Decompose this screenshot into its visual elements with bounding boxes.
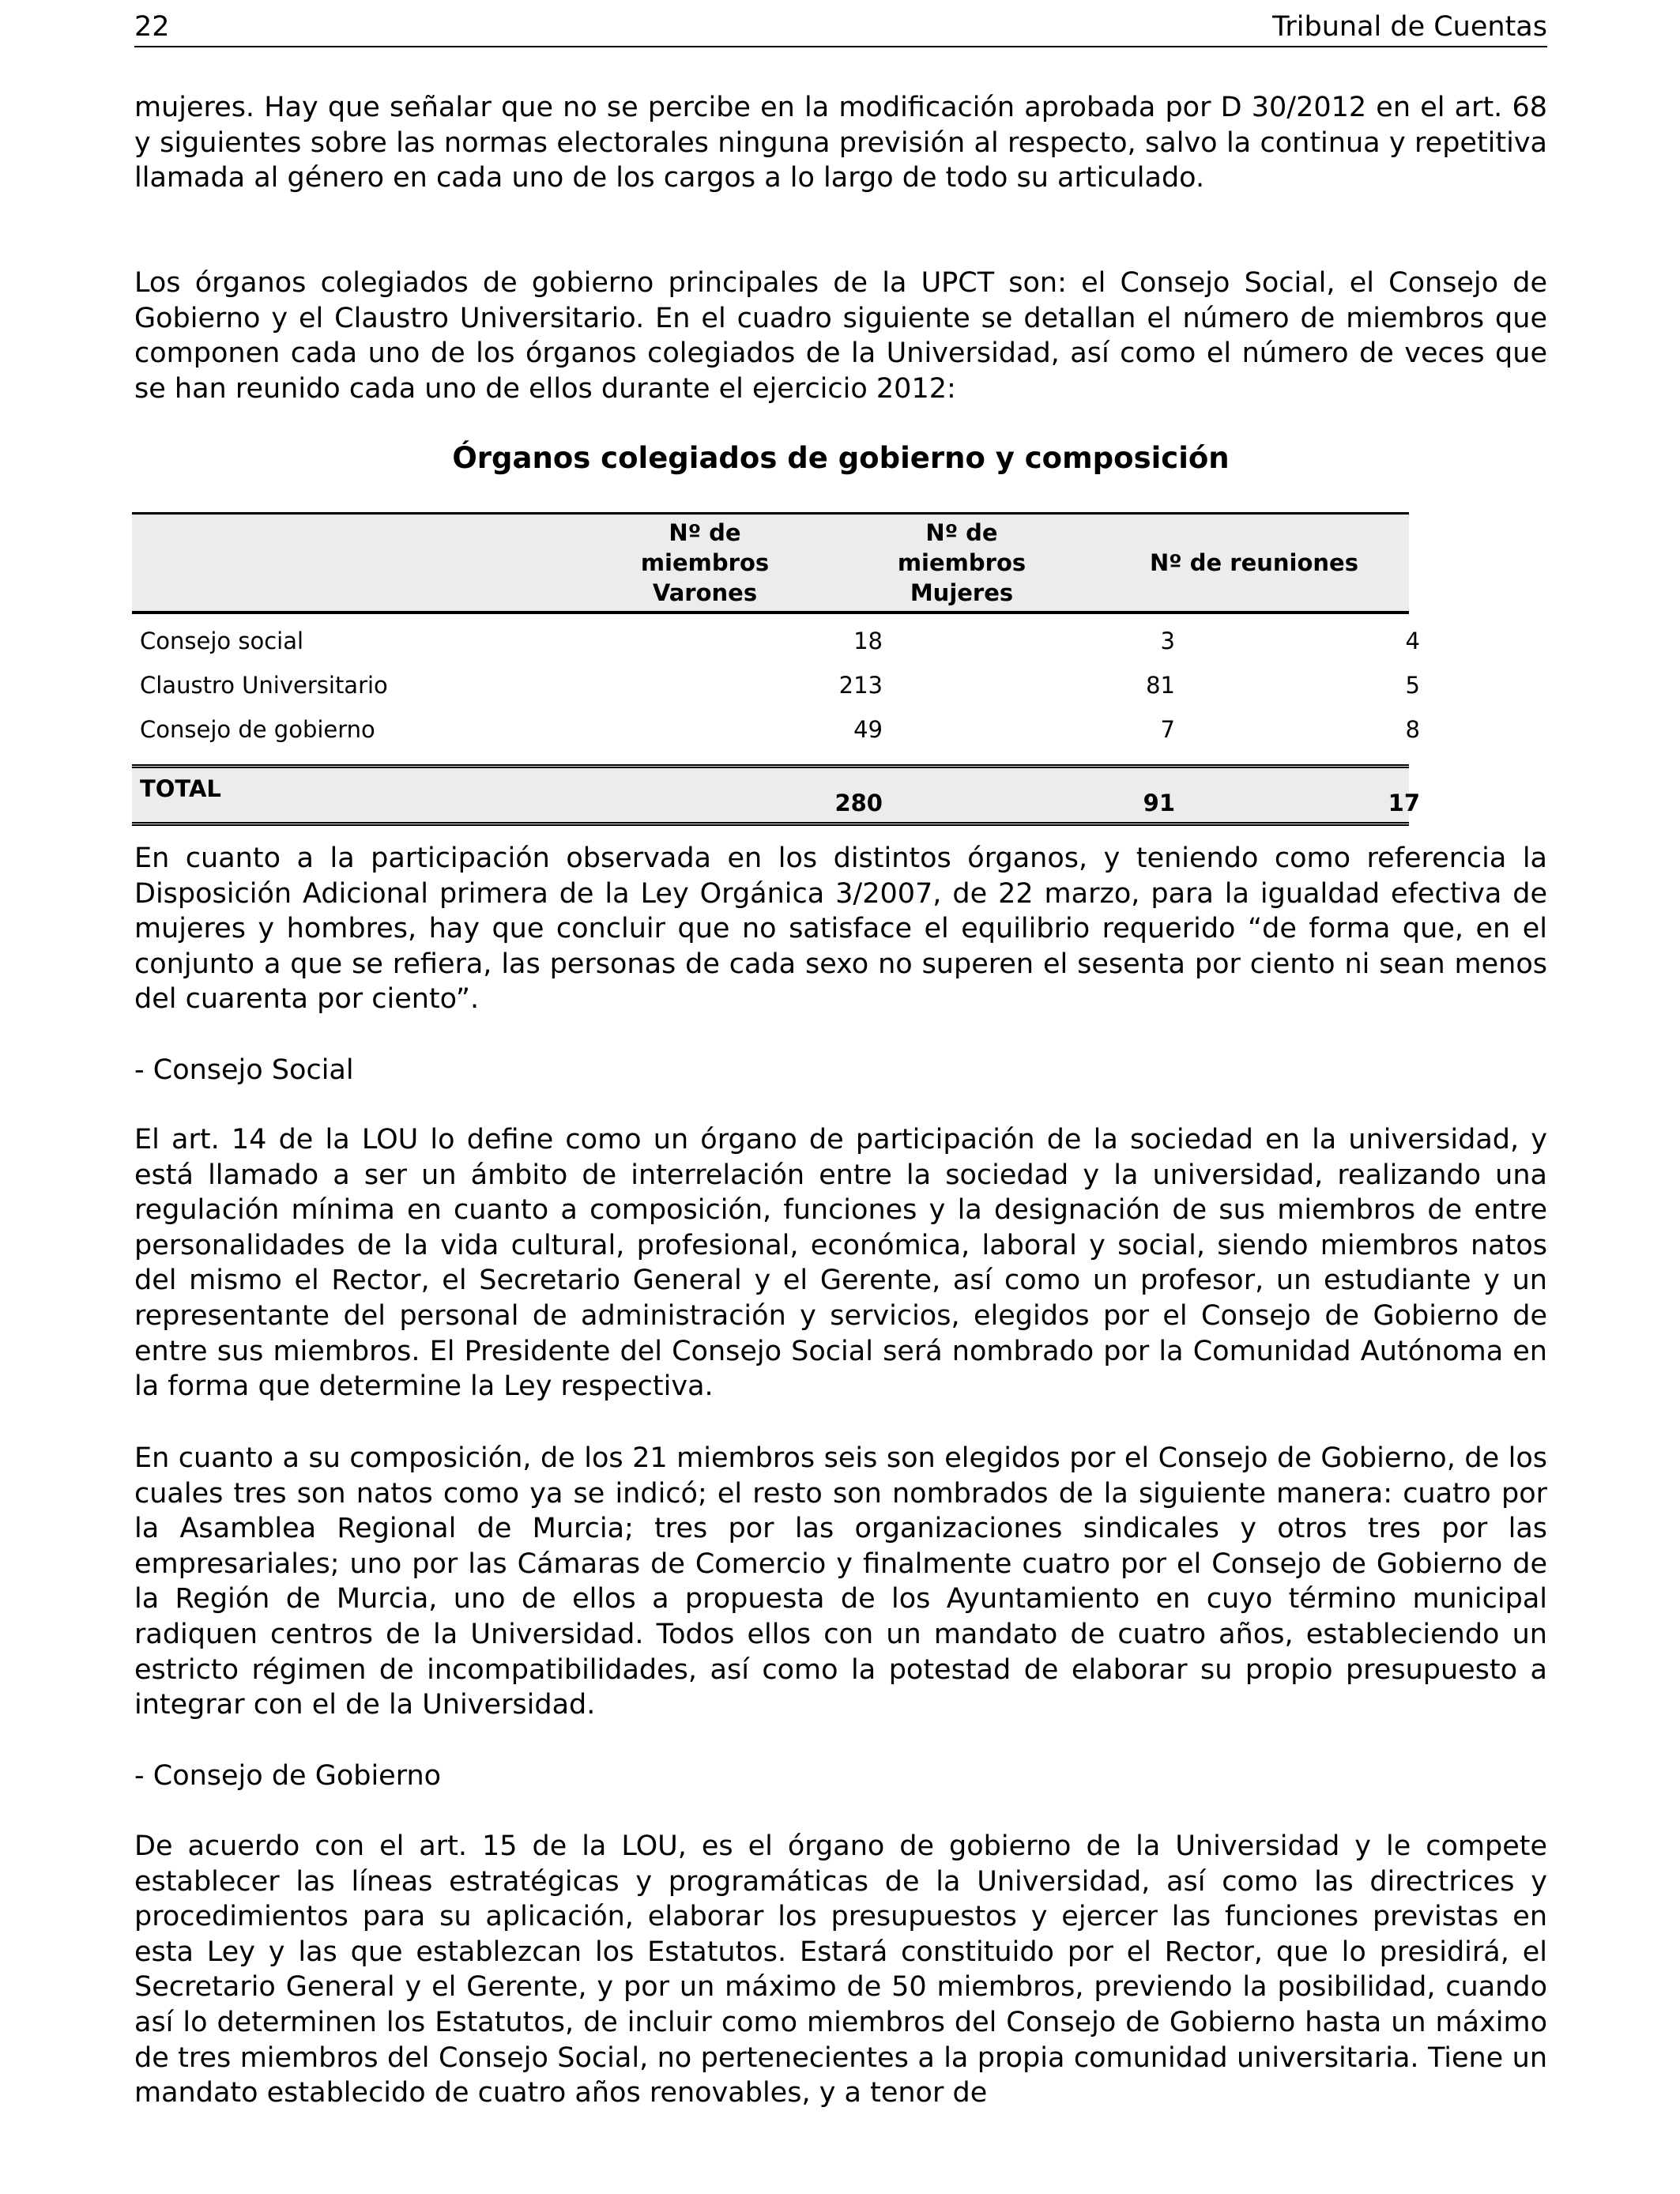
cell-reuniones: 4 (1405, 628, 1420, 654)
page-number: 22 (134, 11, 170, 43)
members-table (132, 512, 1420, 826)
table-title: Órganos colegiados de gobierno y composición (452, 441, 1230, 475)
row-label: Consejo de gobierno (140, 716, 375, 743)
total-label: TOTAL (140, 775, 221, 802)
total-reuniones: 17 (1388, 790, 1420, 816)
column-header-mujeres: Nº de miembros Mujeres (897, 519, 1026, 606)
table-row (132, 619, 1420, 663)
column-header-reuniones: Nº de reuniones (1150, 549, 1358, 576)
header-organization: Tribunal de Cuentas (1272, 11, 1547, 43)
paragraph: El art. 14 de la LOU lo define como un órgano de participación de la sociedad en la universidad, y está llamado a ser un ámbito de interrelación entre la sociedad y la universidad, realizando una regulación mínima en cuanto a composición, funciones y la designación de sus miembros de entre personalidades de la vida cultural, profesional, económica, laboral y social, siendo miembros natos del mismo el Rector, el Secretario General y el Gerente, así como un profesor, un estudiante y un representante del personal de administración y servicios, elegidos por el Consejo de Gobierno de entre sus miembros. El Presidente del Consejo Social será nombrado por la Comunidad Autónoma en la forma que determine la Ley respectiva. (134, 1124, 1547, 1403)
paragraph: De acuerdo con el art. 15 de la LOU, es el órgano de gobierno de la Universidad y le compete establecer las líneas estratégicas y programáticas de la Universidad, así como las directrices y procedimientos para su aplicación, elaborar los presupuestos y ejercer las funciones previstas en esta Ley y las que establezcan los Estatutos. Estará constituido por el Rector, que lo presidirá, el Secretario General y el Gerente, y por un máximo de 50 miembros, previendo la posibilidad, cuando así lo determinen los Estatutos, de incluir como miembros del Consejo de Gobierno hasta un máximo de tres miembros del Consejo Social, no pertenecientes a la propia comunidad universitaria. Tiene un mandato establecido de cuatro años renovables, y a tenor de (134, 1830, 1547, 2109)
cell-mujeres: 7 (1160, 716, 1175, 743)
cell-varones: 213 (838, 672, 883, 699)
paragraph: Los órganos colegiados de gobierno principales de la UPCT son: el Consejo Social, el Consejo de Gobierno y el Claustro Universitario. En el cuadro siguiente se detallan el número de miembros que componen cada uno de los órganos colegiados de la Universidad, así como el número de veces que se han reunido cada uno de ellos durante el ejercicio 2012: (134, 267, 1547, 405)
page-header (134, 9, 1547, 47)
table-row (132, 663, 1420, 707)
cell-varones: 18 (853, 628, 883, 654)
table-header (132, 512, 1409, 614)
cell-varones: 49 (853, 716, 883, 743)
column-header-varones: Nº de miembros Varones (640, 519, 770, 606)
paragraph: mujeres. Hay que señalar que no se percibe en la modificación aprobada por D 30/2012 en el art. 68 y siguientes sobre las normas electorales ninguna previsión al respecto, salvo la continua y repetitiva llamada al género en cada uno de los cargos a lo largo de todo su articulado. (134, 92, 1547, 194)
paragraph: En cuanto a la participación observada en los distintos órganos, y teniendo como referencia la Disposición Adicional primera de la Ley Orgánica 3/2007, de 22 marzo, para la igualdad efectiva de mujeres y hombres, hay que concluir que no satisface el equilibrio requerido “de forma que, en el conjunto a que se refiera, las personas de cada sexo no superen el sesenta por ciento ni sean menos del cuarenta por ciento”. (134, 843, 1547, 1016)
cell-mujeres: 81 (1146, 672, 1175, 699)
total-mujeres: 91 (1143, 790, 1175, 816)
table-total-row (132, 764, 1420, 826)
cell-mujeres: 3 (1160, 628, 1175, 654)
total-varones: 280 (834, 790, 883, 816)
section-heading-consejo-social: - Consejo Social (134, 1054, 354, 1086)
row-label: Consejo social (140, 628, 304, 654)
section-heading-consejo-gobierno: - Consejo de Gobierno (134, 1760, 442, 1792)
cell-reuniones: 8 (1405, 716, 1420, 743)
table-row (132, 707, 1420, 752)
paragraph: En cuanto a su composición, de los 21 miembros seis son elegidos por el Consejo de Gobierno, de los cuales tres son natos como ya se indicó; el resto son nombrados de la siguiente manera: cuatro por la Asamblea Regional de Murcia; tres por las organizaciones sindicales y otros tres por las empresariales; uno por las Cámaras de Comercio y finalmente cuatro por el Consejo de Gobierno de la Región de Murcia, uno de ellos a propuesta de los Ayuntamiento en cuyo término municipal radiquen centros de la Universidad. Todos ellos con un mandato de cuatro años, estableciendo un estricto régimen de incompatibilidades, así como la potestad de elaborar su propio presupuesto a integrar con el de la Universidad. (134, 1442, 1547, 1721)
row-label: Claustro Universitario (140, 672, 388, 699)
cell-reuniones: 5 (1405, 672, 1420, 699)
